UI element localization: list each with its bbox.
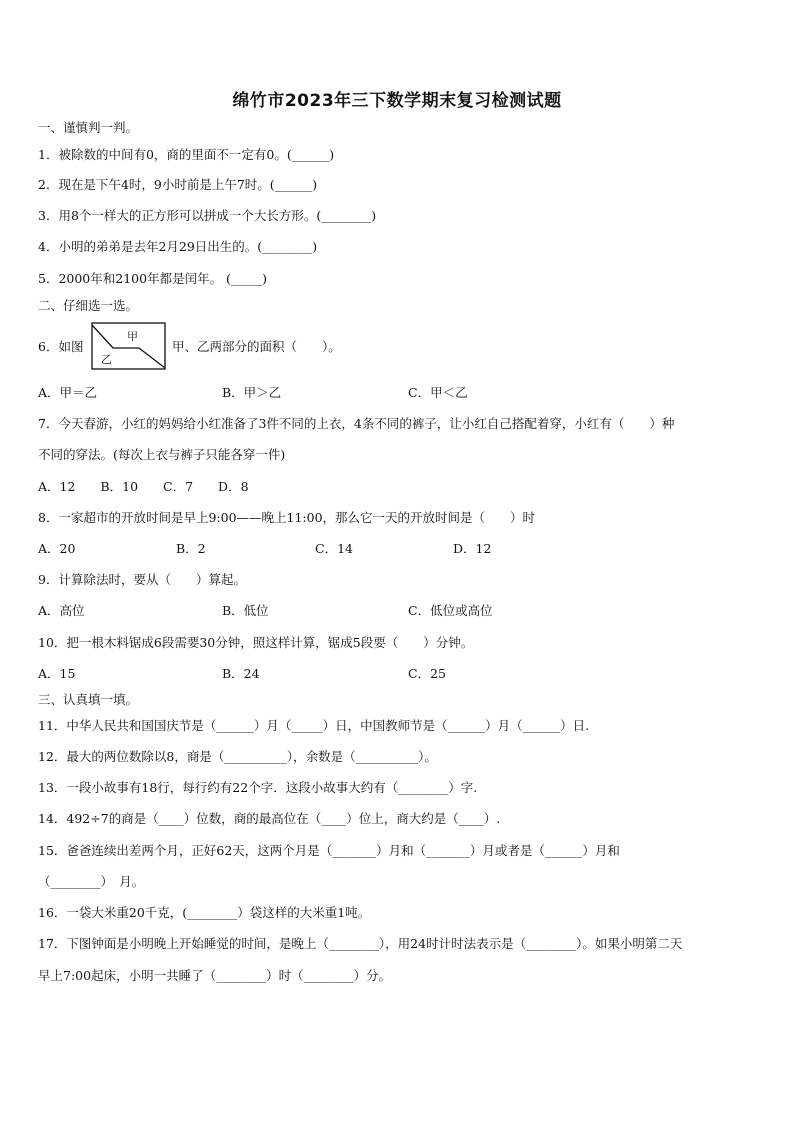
q8-option-c: C．14 [315,541,353,556]
question-13: 13．一段小故事有18行，每行约有22个字．这段小故事大约有（________）字. [38,780,478,795]
q9-option-a: A．高位 [38,603,85,618]
question-6-text: 甲、乙两部分的面积（ ）。 [172,339,341,354]
question-2: 2．现在是下午4时，9小时前是上午7时。(______) [38,177,318,192]
q8-option-b: B．2 [176,541,206,556]
q7-options: A．12 B．10 C．7 D．8 [38,479,249,494]
section-heading-1: 一、谨慎判一判。 [38,120,139,135]
diagram-label-jia: 甲 [127,330,138,343]
question-6-prefix: 6．如图 [38,339,84,354]
question-5: 5．2000年和2100年都是闰年。 (_____) [38,271,268,286]
q10-option-b: B．24 [222,666,260,681]
q8-option-d: D．12 [453,541,492,556]
question-14: 14．492÷7的商是（____）位数，商的最高位在（____）位上，商大约是（____）. [38,811,501,826]
section-heading-3: 三、认真填一填。 [38,692,139,707]
question-10: 10．把一根木料锯成6段需要30分钟，照这样计算，锯成5段要（ ）分钟。 [38,635,474,650]
question-1: 1．被除数的中间有0，商的里面不一定有0。(______) [38,147,335,162]
q8-option-a: A．20 [38,541,76,556]
question-11: 11．中华人民共和国国庆节是（______）月（_____）日，中国教师节是（______）月（______）日. [38,718,590,733]
question-7-line-2: 不同的穿法。(每次上衣与裤子只能各穿一件) [38,447,286,462]
q6-option-b: B．甲＞乙 [222,385,282,400]
q10-option-c: C．25 [408,666,446,681]
question-16: 16．一袋大米重20千克，(________）袋这样的大米重1吨。 [38,905,371,920]
section-heading-2: 二、仔细选一选。 [38,298,139,313]
q9-option-c: C．低位或高位 [408,603,493,618]
question-4: 4．小明的弟弟是去年2月29日出生的。(________) [38,239,318,254]
question-12: 12．最大的两位数除以8，商是（__________），余数是（__________）。 [38,749,437,764]
question-15-line-2: （________） 月。 [38,874,145,889]
q9-option-b: B．低位 [222,603,269,618]
question-9: 9．计算除法时，要从（ ）算起。 [38,572,246,587]
q10-option-a: A．15 [38,666,76,681]
question-17-line-1: 17．下图钟面是小明晚上开始睡觉的时间，是晚上（________），用24时计时法表示是（________）。如果小明第二天 [38,936,683,951]
q6-option-a: A．甲＝乙 [38,385,98,400]
page-title: 绵竹市2023年三下数学期末复习检测试题 [232,91,562,111]
question-7-line-1: 7．今天春游，小红的妈妈给小红准备了3件不同的上衣，4条不同的裤子，让小红自己搭配着穿，小红有（ ）种 [38,416,675,431]
area-diagram [91,322,166,370]
question-15-line-1: 15．爸爸连续出差两个月，正好62天，这两个月是（_______）月和（_______）月或者是（______）月和 [38,843,620,858]
question-3: 3．用8个一样大的正方形可以拼成一个大长方形。(________) [38,208,377,223]
diagram-label-yi: 乙 [101,353,112,366]
q6-option-c: C．甲＜乙 [408,385,468,400]
question-17-line-2: 早上7:00起床，小明一共睡了（________）时（________）分。 [38,968,392,983]
question-8: 8．一家超市的开放时间是早上9:00——晚上11:00，那么它一天的开放时间是（ ）时 [38,510,536,525]
